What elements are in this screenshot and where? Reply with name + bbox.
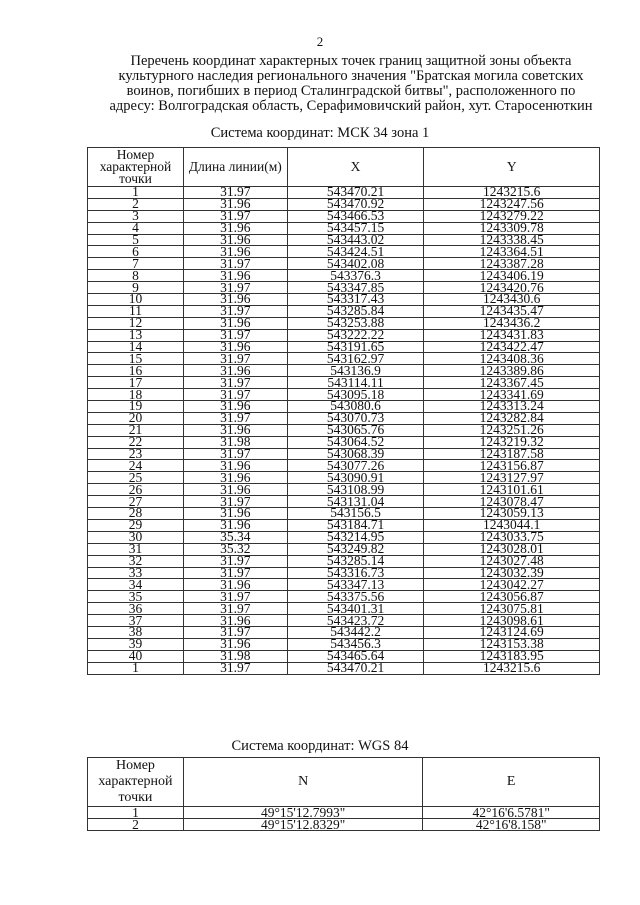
cell-y: 1243156.87 bbox=[424, 460, 600, 472]
cell-x: 543470.21 bbox=[287, 662, 424, 674]
cell-x: 543375.56 bbox=[287, 591, 424, 603]
cell-x: 543191.65 bbox=[287, 341, 424, 353]
cell-y: 1243028.01 bbox=[424, 543, 600, 555]
header-n: N bbox=[183, 758, 422, 807]
cell-point-number: 22 bbox=[88, 436, 184, 448]
cell-point-number: 23 bbox=[88, 448, 184, 460]
header-x: X bbox=[287, 148, 424, 187]
cell-line-length: 31.96 bbox=[183, 401, 287, 413]
cell-y: 1243338.45 bbox=[424, 234, 600, 246]
document-title bbox=[96, 54, 606, 114]
cell-x: 543077.26 bbox=[287, 460, 424, 472]
cell-x: 543253.88 bbox=[287, 317, 424, 329]
cell-line-length: 31.97 bbox=[183, 603, 287, 615]
cell-y: 1243309.78 bbox=[424, 222, 600, 234]
cell-x: 543423.72 bbox=[287, 615, 424, 627]
cell-point-number: 39 bbox=[88, 638, 184, 650]
wgs-coordinates-table bbox=[87, 757, 600, 831]
cell-y: 1243215.6 bbox=[424, 187, 600, 199]
cell-point-number: 31 bbox=[88, 543, 184, 555]
cell-x: 543442.2 bbox=[287, 626, 424, 638]
cell-line-length: 31.97 bbox=[183, 626, 287, 638]
cell-line-length: 31.96 bbox=[183, 234, 287, 246]
cell-line-length: 31.97 bbox=[183, 496, 287, 508]
cell-line-length: 31.97 bbox=[183, 282, 287, 294]
title-line: воинов, погибших в период Сталинградской битвы", расположенного по bbox=[126, 83, 576, 99]
cell-point-number: 38 bbox=[88, 626, 184, 638]
cell-line-length: 35.32 bbox=[183, 543, 287, 555]
cell-x: 543424.51 bbox=[287, 246, 424, 258]
cell-e: 42°16'6.5781" bbox=[423, 807, 600, 819]
cell-x: 543285.84 bbox=[287, 305, 424, 317]
cell-y: 1243032.39 bbox=[424, 567, 600, 579]
cell-point-number: 34 bbox=[88, 579, 184, 591]
cell-x: 543162.97 bbox=[287, 353, 424, 365]
cell-point-number: 3 bbox=[88, 210, 184, 222]
cell-x: 543131.04 bbox=[287, 496, 424, 508]
cell-y: 1243098.61 bbox=[424, 615, 600, 627]
cell-line-length: 31.96 bbox=[183, 317, 287, 329]
cell-y: 1243027.48 bbox=[424, 555, 600, 567]
cell-point-number: 15 bbox=[88, 353, 184, 365]
cell-x: 543316.73 bbox=[287, 567, 424, 579]
cell-point-number: 13 bbox=[88, 329, 184, 341]
cell-line-length: 31.96 bbox=[183, 615, 287, 627]
cell-x: 543457.15 bbox=[287, 222, 424, 234]
cell-point-number: 4 bbox=[88, 222, 184, 234]
cell-x: 543095.18 bbox=[287, 389, 424, 401]
cell-x: 543070.73 bbox=[287, 412, 424, 424]
cell-y: 1243279.22 bbox=[424, 210, 600, 222]
cell-line-length: 31.96 bbox=[183, 424, 287, 436]
table-header-row bbox=[88, 758, 600, 807]
header-point-number: Номер характерной точки bbox=[88, 148, 184, 187]
header-e: E bbox=[423, 758, 600, 807]
cell-y: 1243408.36 bbox=[424, 353, 600, 365]
cell-x: 543184.71 bbox=[287, 519, 424, 531]
cell-point-number: 40 bbox=[88, 650, 184, 662]
cell-y: 1243422.47 bbox=[424, 341, 600, 353]
table-row bbox=[88, 819, 600, 831]
cell-point-number: 1 bbox=[88, 187, 184, 199]
cell-x: 543347.13 bbox=[287, 579, 424, 591]
cell-point-number: 29 bbox=[88, 519, 184, 531]
cell-x: 543065.76 bbox=[287, 424, 424, 436]
cell-point-number: 27 bbox=[88, 496, 184, 508]
cell-x: 543090.91 bbox=[287, 472, 424, 484]
table-row bbox=[88, 662, 600, 674]
cell-point-number: 35 bbox=[88, 591, 184, 603]
cell-y: 1243282.84 bbox=[424, 412, 600, 424]
cell-line-length: 31.97 bbox=[183, 389, 287, 401]
cell-point-number: 14 bbox=[88, 341, 184, 353]
cell-point-number: 10 bbox=[88, 294, 184, 306]
cell-y: 1243124.69 bbox=[424, 626, 600, 638]
cell-x: 543080.6 bbox=[287, 401, 424, 413]
cell-point-number: 16 bbox=[88, 365, 184, 377]
cell-line-length: 31.97 bbox=[183, 567, 287, 579]
cell-y: 1243367.45 bbox=[424, 377, 600, 389]
cell-line-length: 31.96 bbox=[183, 198, 287, 210]
msk-caption: Система координат: МСК 34 зона 1 bbox=[210, 125, 430, 141]
cell-line-length: 31.97 bbox=[183, 353, 287, 365]
cell-point-number: 19 bbox=[88, 401, 184, 413]
header-line-length: Длина линии(м) bbox=[183, 148, 287, 187]
cell-line-length: 31.96 bbox=[183, 472, 287, 484]
cell-y: 1243389.86 bbox=[424, 365, 600, 377]
cell-y: 1243059.13 bbox=[424, 508, 600, 520]
cell-point-number: 1 bbox=[88, 807, 184, 819]
cell-y: 1243430.6 bbox=[424, 294, 600, 306]
cell-line-length: 31.97 bbox=[183, 555, 287, 567]
cell-y: 1243153.38 bbox=[424, 638, 600, 650]
cell-line-length: 35.34 bbox=[183, 531, 287, 543]
cell-point-number: 7 bbox=[88, 258, 184, 270]
title-line: адресу: Волгоградская область, Серафимовичский район, хут. Старосенюткин bbox=[109, 98, 593, 114]
cell-point-number: 1 bbox=[88, 662, 184, 674]
cell-line-length: 31.97 bbox=[183, 258, 287, 270]
cell-y: 1243033.75 bbox=[424, 531, 600, 543]
cell-line-length: 31.96 bbox=[183, 460, 287, 472]
cell-point-number: 25 bbox=[88, 472, 184, 484]
cell-x: 543401.31 bbox=[287, 603, 424, 615]
cell-y: 1243187.58 bbox=[424, 448, 600, 460]
cell-x: 543214.95 bbox=[287, 531, 424, 543]
cell-point-number: 32 bbox=[88, 555, 184, 567]
title-line: культурного наследия регионального значения "Братская могила советских bbox=[118, 68, 584, 84]
cell-x: 543317.43 bbox=[287, 294, 424, 306]
cell-y: 1243431.83 bbox=[424, 329, 600, 341]
cell-y: 1243183.95 bbox=[424, 650, 600, 662]
cell-y: 1243044.1 bbox=[424, 519, 600, 531]
cell-point-number: 33 bbox=[88, 567, 184, 579]
header-y: Y bbox=[424, 148, 600, 187]
cell-point-number: 2 bbox=[88, 819, 184, 831]
cell-x: 543156.5 bbox=[287, 508, 424, 520]
cell-x: 543222.22 bbox=[287, 329, 424, 341]
cell-n: 49°15'12.8329" bbox=[183, 819, 422, 831]
cell-point-number: 6 bbox=[88, 246, 184, 258]
cell-y: 1243219.32 bbox=[424, 436, 600, 448]
cell-x: 543347.85 bbox=[287, 282, 424, 294]
cell-x: 543114.11 bbox=[287, 377, 424, 389]
cell-line-length: 31.96 bbox=[183, 508, 287, 520]
cell-point-number: 2 bbox=[88, 198, 184, 210]
cell-x: 543402.08 bbox=[287, 258, 424, 270]
cell-line-length: 31.97 bbox=[183, 591, 287, 603]
cell-x: 543285.14 bbox=[287, 555, 424, 567]
cell-point-number: 11 bbox=[88, 305, 184, 317]
cell-point-number: 30 bbox=[88, 531, 184, 543]
cell-point-number: 20 bbox=[88, 412, 184, 424]
cell-point-number: 37 bbox=[88, 615, 184, 627]
cell-y: 1243078.47 bbox=[424, 496, 600, 508]
page-number: 2 bbox=[316, 34, 324, 49]
cell-x: 543470.92 bbox=[287, 198, 424, 210]
cell-y: 1243436.2 bbox=[424, 317, 600, 329]
cell-line-length: 31.96 bbox=[183, 638, 287, 650]
cell-line-length: 31.97 bbox=[183, 662, 287, 674]
cell-y: 1243435.47 bbox=[424, 305, 600, 317]
cell-y: 1243247.56 bbox=[424, 198, 600, 210]
cell-line-length: 31.97 bbox=[183, 329, 287, 341]
cell-x: 543465.64 bbox=[287, 650, 424, 662]
cell-x: 543136.9 bbox=[287, 365, 424, 377]
cell-line-length: 31.97 bbox=[183, 412, 287, 424]
cell-y: 1243101.61 bbox=[424, 484, 600, 496]
msk-coordinates-table bbox=[87, 147, 600, 675]
cell-point-number: 5 bbox=[88, 234, 184, 246]
title-line: Перечень координат характерных точек границ защитной зоны объекта bbox=[130, 53, 572, 69]
cell-x: 543376.3 bbox=[287, 270, 424, 282]
cell-point-number: 26 bbox=[88, 484, 184, 496]
table-header-row bbox=[88, 148, 600, 187]
cell-x: 543466.53 bbox=[287, 210, 424, 222]
wgs-caption: Система координат: WGS 84 bbox=[231, 738, 409, 754]
cell-line-length: 31.96 bbox=[183, 341, 287, 353]
cell-n: 49°15'12.7993" bbox=[183, 807, 422, 819]
cell-e: 42°16'8.158" bbox=[423, 819, 600, 831]
cell-point-number: 12 bbox=[88, 317, 184, 329]
cell-line-length: 31.97 bbox=[183, 210, 287, 222]
cell-y: 1243056.87 bbox=[424, 591, 600, 603]
cell-y: 1243075.81 bbox=[424, 603, 600, 615]
cell-y: 1243387.28 bbox=[424, 258, 600, 270]
cell-line-length: 31.97 bbox=[183, 377, 287, 389]
cell-y: 1243364.51 bbox=[424, 246, 600, 258]
cell-y: 1243042.27 bbox=[424, 579, 600, 591]
cell-line-length: 31.96 bbox=[183, 484, 287, 496]
cell-point-number: 17 bbox=[88, 377, 184, 389]
cell-point-number: 36 bbox=[88, 603, 184, 615]
cell-line-length: 31.98 bbox=[183, 436, 287, 448]
cell-line-length: 31.96 bbox=[183, 365, 287, 377]
cell-line-length: 31.96 bbox=[183, 579, 287, 591]
cell-point-number: 24 bbox=[88, 460, 184, 472]
cell-x: 543470.21 bbox=[287, 187, 424, 199]
cell-x: 543456.3 bbox=[287, 638, 424, 650]
cell-point-number: 8 bbox=[88, 270, 184, 282]
cell-y: 1243215.6 bbox=[424, 662, 600, 674]
cell-point-number: 28 bbox=[88, 508, 184, 520]
cell-line-length: 31.97 bbox=[183, 305, 287, 317]
cell-x: 543068.39 bbox=[287, 448, 424, 460]
cell-y: 1243127.97 bbox=[424, 472, 600, 484]
cell-x: 543064.52 bbox=[287, 436, 424, 448]
cell-point-number: 9 bbox=[88, 282, 184, 294]
cell-x: 543108.99 bbox=[287, 484, 424, 496]
cell-line-length: 31.97 bbox=[183, 448, 287, 460]
cell-line-length: 31.96 bbox=[183, 246, 287, 258]
cell-point-number: 21 bbox=[88, 424, 184, 436]
cell-line-length: 31.96 bbox=[183, 222, 287, 234]
cell-y: 1243341.69 bbox=[424, 389, 600, 401]
cell-line-length: 31.97 bbox=[183, 187, 287, 199]
cell-y: 1243313.24 bbox=[424, 401, 600, 413]
cell-line-length: 31.96 bbox=[183, 294, 287, 306]
cell-y: 1243251.26 bbox=[424, 424, 600, 436]
cell-y: 1243406.19 bbox=[424, 270, 600, 282]
cell-line-length: 31.96 bbox=[183, 519, 287, 531]
cell-line-length: 31.98 bbox=[183, 650, 287, 662]
cell-point-number: 18 bbox=[88, 389, 184, 401]
header-point-number: Номер характерной точки bbox=[88, 758, 184, 807]
cell-x: 543249.82 bbox=[287, 543, 424, 555]
cell-y: 1243420.76 bbox=[424, 282, 600, 294]
cell-x: 543443.02 bbox=[287, 234, 424, 246]
cell-line-length: 31.96 bbox=[183, 270, 287, 282]
